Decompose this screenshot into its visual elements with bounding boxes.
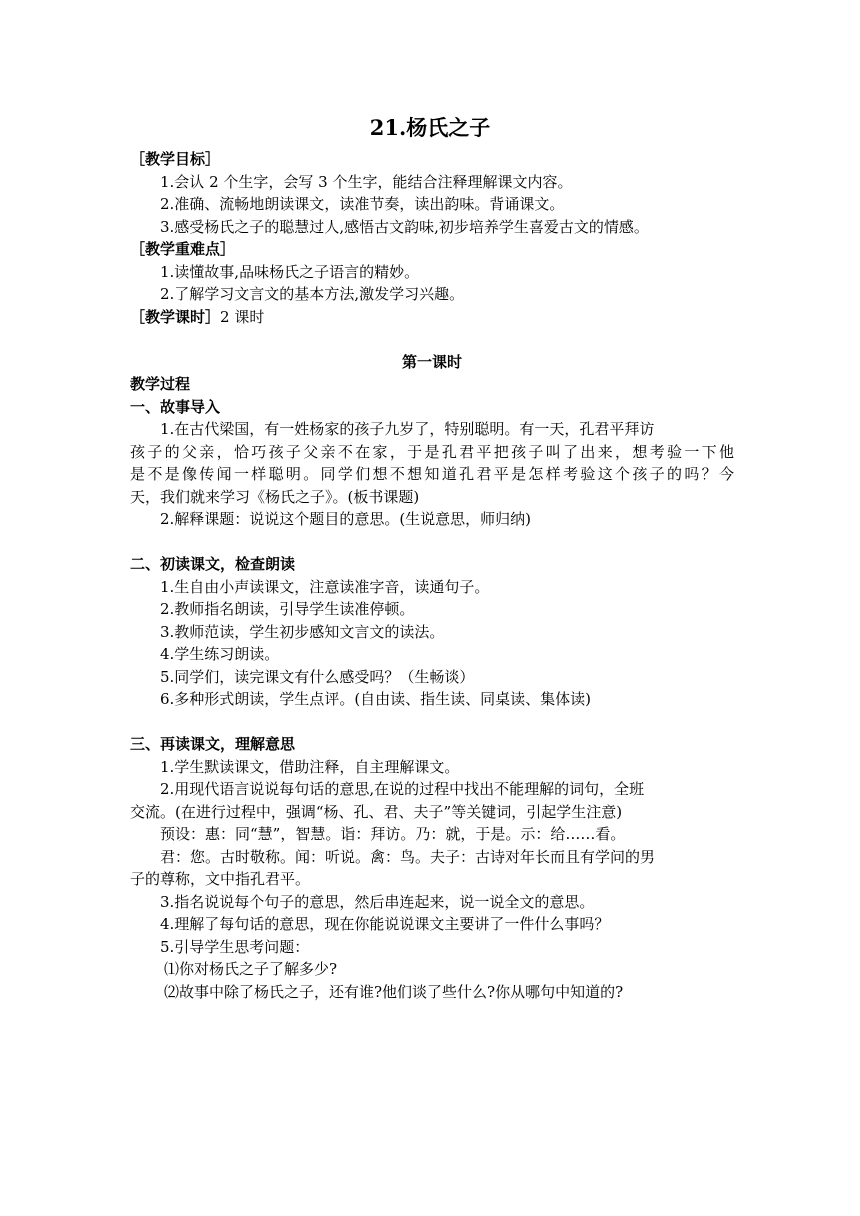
section3-preset-line: 君：您。古时敬称。闻：听说。禽：鸟。夫子：古诗对年长而且有学问的男 xyxy=(160,847,656,866)
section3-item: 交流。(在进行过程中，强调“杨、孔、君、夫子”等关键词，引起学生注意) xyxy=(130,802,623,821)
section2-heading: 二、初读课文，检查朗读 xyxy=(130,555,296,573)
document-body xyxy=(130,148,734,1003)
periods-value: 2 课时 xyxy=(220,307,265,326)
objectives-heading: ［教学目标］ xyxy=(130,150,221,168)
key-points-heading: ［教学重难点］ xyxy=(130,240,236,258)
lesson-title: 21.杨氏之子 xyxy=(369,115,491,140)
section1-paragraph-line: 是不是像传闻一样聪明。同学们想不想知道孔君平是怎样考验这个孩子的吗？今 xyxy=(130,465,734,483)
section1-paragraph-line: 孩子的父亲，恰巧孩子父亲不在家，于是孔君平把孩子叫了出来，想考验一下他 xyxy=(130,442,734,461)
section2-item: 1.生自由小声读课文，注意读准字音，读通句子。 xyxy=(160,577,490,596)
section3-item: 4.理解了每句话的意思，现在你能说说课文主要讲了一件什么事吗？ xyxy=(160,915,610,933)
key-point-item: 1.读懂故事,品味杨氏之子语言的精妙。 xyxy=(160,262,420,281)
section1-paragraph-line: 天，我们就来学习《杨氏之子》。(板书课题) xyxy=(130,487,420,506)
section2-item: 2.教师指名朗读，引导学生读准停顿。 xyxy=(160,600,415,618)
objective-item: 3.感受杨氏之子的聪慧过人,感悟古文韵味,初步培养学生喜爱古文的情感。 xyxy=(160,217,649,236)
section3-question: ⑴你对杨氏之子了解多少? xyxy=(164,960,338,978)
section3-preset-line: 预设：惠：同“慧”，智慧。诣：拜访。乃：就，于是。示：给……看。 xyxy=(160,825,626,843)
section2-item: 5.同学们，读完课文有什么感受吗？（生畅谈） xyxy=(160,667,475,686)
section2-item: 4.学生练习朗读。 xyxy=(160,645,280,663)
section1-item: 2.解释课题：说说这个题目的意思。(生说意思，师归纳) xyxy=(160,510,532,528)
key-point-item: 2.了解学习文言文的基本方法,激发学习兴趣。 xyxy=(160,285,465,303)
section3-item: 3.指名说说每个句子的意思，然后串连起来，说一说全文的意思。 xyxy=(160,892,595,911)
section2-item: 3.教师范读，学生初步感知文言文的读法。 xyxy=(160,622,445,641)
section3-item: 1.学生默读课文，借助注释，自主理解课文。 xyxy=(160,757,460,776)
section3-item: 2.用现代语言说说每句话的意思,在说的过程中找出不能理解的词句，全班 xyxy=(160,780,645,798)
lesson-one-heading: 第一课时 xyxy=(401,352,462,371)
objective-item: 2.准确、流畅地朗读课文，读准节奏，读出韵味。背诵课文。 xyxy=(160,195,565,213)
objective-item: 1.会认 2 个生字，会写 3 个生字，能结合注释理解课文内容。 xyxy=(160,172,573,191)
section3-question: ⑵故事中除了杨氏之子，还有谁?他们谈了些什么?你从哪句中知道的? xyxy=(164,982,624,1001)
section2-item: 6.多种形式朗读，学生点评。(自由读、指生读、同桌读、集体读) xyxy=(160,690,592,708)
section1-paragraph-line: 1.在古代梁国，有一姓杨家的孩子九岁了，特别聪明。有一天，孔君平拜访 xyxy=(160,420,655,438)
periods-line xyxy=(130,306,734,329)
section3-item: 5.引导学生思考问题： xyxy=(160,937,310,956)
section3-preset-line: 子的尊称，文中指孔君平。 xyxy=(130,870,311,888)
process-heading: 教学过程 xyxy=(130,375,191,393)
section1-heading: 一、故事导入 xyxy=(130,397,221,416)
section3-heading: 三、再读课文，理解意思 xyxy=(130,735,296,753)
periods-heading: ［教学课时］ xyxy=(130,307,221,326)
